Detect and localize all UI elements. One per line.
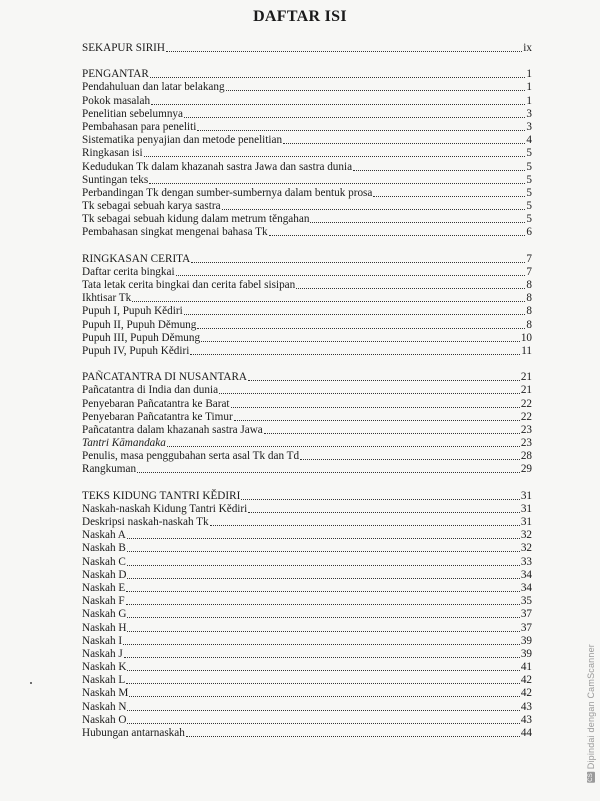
dot-leader — [296, 279, 525, 289]
toc-page-number: 29 — [520, 463, 532, 476]
toc-entry-label: Pembahasan para peneliti — [82, 120, 197, 133]
toc-page-number: 32 — [520, 529, 532, 542]
toc-page-number: 44 — [520, 727, 532, 739]
toc-page-number: 22 — [520, 397, 532, 410]
dot-leader — [167, 437, 520, 447]
toc-page-number: 5 — [526, 186, 532, 199]
toc-entry-label: Naskah H — [82, 621, 127, 634]
dot-leader — [201, 332, 520, 342]
toc-page-number: 28 — [520, 450, 532, 463]
toc-entry-label: Pañcatantra dalam khazanah sastra Jawa — [82, 423, 263, 436]
dot-leader — [226, 81, 525, 91]
toc-section-heading — [82, 68, 532, 81]
toc-page-number: 39 — [520, 634, 532, 647]
toc-page-number: 10 — [520, 331, 532, 344]
toc-entry — [82, 661, 532, 674]
toc-entry — [82, 608, 532, 621]
toc-page-number: 5 — [526, 200, 532, 213]
dot-leader — [234, 411, 520, 421]
toc-entry — [82, 556, 532, 569]
dot-leader — [190, 345, 520, 355]
dot-leader — [184, 305, 525, 315]
toc-page-number: 32 — [520, 542, 532, 555]
toc-page-number: 21 — [520, 371, 532, 384]
dot-leader — [197, 121, 525, 131]
toc-page-number: 31 — [520, 489, 532, 502]
toc-entry-label: Penelitian sebelumnya — [82, 107, 183, 120]
toc-entry-label: Daftar cerita bingkai — [82, 265, 175, 278]
toc-entry-label: Naskah D — [82, 568, 127, 581]
toc-entry-label: Tata letak cerita bingkai dan cerita fabel sisipan — [82, 279, 296, 291]
toc-page-number: 3 — [526, 120, 532, 133]
toc-entry — [82, 332, 532, 345]
toc-page-number: 43 — [520, 713, 532, 726]
toc-entry — [82, 384, 532, 397]
dot-leader — [137, 463, 520, 473]
dot-leader — [166, 42, 522, 52]
toc-entry-label: Pupuh II, Pupuh Děmung — [82, 318, 197, 331]
toc-page-number: 35 — [520, 595, 532, 608]
dot-leader — [191, 253, 525, 263]
toc-entry — [82, 727, 532, 740]
camscanner-watermark — [586, 644, 596, 786]
toc-entry-label: Naskah B — [82, 542, 126, 555]
toc-entry-label: Pokok masalah — [82, 94, 151, 107]
toc-entry — [82, 121, 532, 134]
toc-entry-label: Naskah L — [82, 674, 126, 687]
dot-leader — [264, 424, 520, 434]
toc-entry — [82, 622, 532, 635]
toc-entry-label: Tk sebagai sebuah karya sastra — [82, 200, 221, 213]
toc-page-number: 37 — [520, 621, 532, 634]
toc-entry — [82, 319, 532, 332]
dot-leader — [186, 727, 520, 737]
toc-page-number: 31 — [520, 502, 532, 515]
toc-page-number: 6 — [526, 226, 532, 239]
toc-entry — [82, 81, 532, 94]
dot-leader — [300, 450, 520, 460]
toc-entry-label: Penulis, masa penggubahan serta asal Tk dan Td — [82, 450, 300, 463]
dot-leader — [124, 648, 520, 658]
dot-leader — [127, 701, 519, 711]
toc-entry-label: Naskah J — [82, 647, 123, 660]
toc-page-number: 1 — [526, 81, 532, 94]
toc-entry-label: Hubungan antarnaskah — [82, 727, 185, 739]
toc-page-number: 8 — [526, 292, 532, 305]
dot-leader — [127, 542, 520, 552]
toc-entry — [82, 529, 532, 542]
dot-leader — [127, 714, 519, 724]
dot-leader — [127, 556, 520, 566]
toc-page-number: 11 — [521, 344, 532, 357]
toc-entry — [82, 266, 532, 279]
dot-leader — [248, 371, 520, 381]
toc-entry-label: Perbandingan Tk dengan sumber-sumbernya dalam bentuk prosa — [82, 186, 373, 199]
dot-leader — [219, 384, 520, 394]
toc-entry — [82, 174, 532, 187]
dot-leader — [269, 226, 525, 236]
dot-leader — [127, 661, 519, 671]
dot-leader — [126, 674, 520, 684]
toc-page-number: 8 — [526, 318, 532, 331]
toc-page-number: 31 — [520, 516, 532, 528]
toc-page-number: 42 — [520, 687, 532, 700]
toc-entry-label: Naskah G — [82, 608, 127, 621]
toc-page-number: 34 — [520, 568, 532, 581]
dot-leader — [127, 529, 520, 539]
dot-leader — [222, 200, 525, 210]
toc-entry — [82, 305, 532, 318]
dot-leader — [123, 635, 520, 645]
dot-leader — [353, 161, 525, 171]
dot-leader — [248, 503, 520, 513]
toc-entry — [82, 134, 532, 147]
toc-entry — [82, 213, 532, 226]
dot-leader — [126, 595, 520, 605]
toc-section-heading — [82, 42, 532, 55]
toc-entry — [82, 292, 532, 305]
toc-entry — [82, 542, 532, 555]
toc-entry-label: Naskah E — [82, 581, 126, 594]
toc-entry — [82, 161, 532, 174]
dot-leader — [151, 95, 525, 105]
toc-entry — [82, 714, 532, 727]
toc-entry — [82, 516, 532, 529]
toc-page-number: 41 — [520, 661, 532, 674]
toc-page-number: 1 — [526, 68, 532, 81]
toc-entry — [82, 279, 532, 292]
toc-page-number: 5 — [526, 213, 532, 226]
toc-page-number: 1 — [526, 94, 532, 107]
dot-leader — [241, 490, 520, 500]
toc-page-number: 5 — [526, 173, 532, 186]
toc-entry — [82, 595, 532, 608]
toc-entry-label: Naskah-naskah Kidung Tantri Kědiri — [82, 502, 248, 515]
toc-page-number: 39 — [520, 647, 532, 660]
toc-entry — [82, 687, 532, 700]
toc-page-number: 7 — [526, 265, 532, 278]
toc-entry — [82, 437, 532, 450]
toc-entry-label: Ikhtisar Tk — [82, 292, 132, 305]
dot-leader — [129, 687, 520, 697]
toc-page-number: 43 — [520, 700, 532, 713]
dot-leader — [150, 68, 525, 78]
page-title: DAFTAR ISI — [253, 8, 347, 25]
toc-entry — [82, 95, 532, 108]
toc-entry — [82, 200, 532, 213]
toc-entry-label: RINGKASAN CERITA — [82, 252, 191, 265]
toc-entry-label: Ringkasan isi — [82, 147, 143, 160]
toc-entry-label: Pendahuluan dan latar belakang — [82, 81, 225, 94]
dot-leader — [144, 147, 525, 157]
table-of-contents — [82, 42, 532, 740]
dot-leader — [127, 622, 519, 632]
toc-entry-label: Penyebaran Pañcatantra ke Barat — [82, 397, 230, 410]
toc-page-number: 4 — [526, 134, 532, 147]
toc-entry-label: Kedudukan Tk dalam khazanah sastra Jawa dan sastra dunia — [82, 160, 353, 173]
toc-entry-label: SEKAPUR SIRIH — [82, 42, 165, 54]
toc-entry — [82, 569, 532, 582]
toc-page-number: 42 — [520, 674, 532, 687]
toc-entry-label: Sistematika penyajian dan metode penelitian — [82, 134, 283, 147]
toc-page-number: 37 — [520, 608, 532, 621]
toc-entry-label: Naskah O — [82, 713, 127, 726]
toc-entry-label: Naskah N — [82, 700, 127, 713]
dot-leader — [176, 266, 525, 276]
dot-leader — [149, 174, 525, 184]
toc-entry — [82, 424, 532, 437]
toc-entry-label: Naskah A — [82, 529, 126, 542]
toc-entry-label: Tk sebagai sebuah kidung dalam metrum těngahan — [82, 213, 310, 226]
toc-entry-label: Tantri Kāmandaka — [82, 437, 166, 450]
toc-entry — [82, 411, 532, 424]
dot-leader — [127, 569, 519, 579]
toc-entry — [82, 648, 532, 661]
dot-leader — [184, 108, 525, 118]
toc-entry-label: Pañcatantra di India dan dunia — [82, 384, 219, 397]
toc-section-heading — [82, 490, 532, 503]
toc-entry — [82, 635, 532, 648]
toc-entry — [82, 582, 532, 595]
toc-entry-label: Pupuh III, Pupuh Děmung — [82, 331, 201, 344]
toc-entry-label: Penyebaran Pañcatantra ke Timur — [82, 410, 233, 423]
toc-page-number: ix — [523, 42, 532, 54]
dot-leader — [373, 187, 525, 197]
dot-leader — [231, 398, 520, 408]
dot-leader — [132, 292, 525, 302]
toc-page-number: 22 — [520, 410, 532, 423]
toc-page-number: 34 — [520, 581, 532, 594]
toc-entry — [82, 701, 532, 714]
dot-leader — [283, 134, 525, 144]
toc-entry — [82, 450, 532, 463]
toc-section-heading — [82, 253, 532, 266]
dot-leader — [126, 582, 520, 592]
toc-page-number: 7 — [526, 252, 532, 265]
toc-page-number: 33 — [520, 555, 532, 568]
toc-entry-label: Pupuh IV, Pupuh Kědiri — [82, 344, 190, 357]
toc-entry-label: Pupuh I, Pupuh Kědiri — [82, 305, 183, 318]
toc-entry — [82, 463, 532, 476]
toc-entry — [82, 345, 532, 358]
toc-entry — [82, 226, 532, 239]
toc-entry-label: PENGANTAR — [82, 68, 149, 81]
toc-entry-label: Naskah M — [82, 687, 129, 700]
toc-section-heading — [82, 371, 532, 384]
toc-entry-label: Pembahasan singkat mengenai bahasa Tk — [82, 226, 268, 239]
toc-entry — [82, 674, 532, 687]
toc-entry-label: Rangkuman — [82, 463, 137, 476]
dot-leader — [197, 319, 525, 329]
toc-entry-label: Deskripsi naskah-naskah Tk — [82, 516, 209, 528]
toc-entry-label: PAÑCATANTRA DI NUSANTARA — [82, 371, 247, 384]
dot-leader — [310, 213, 525, 223]
toc-entry-label: Naskah I — [82, 634, 123, 647]
toc-entry — [82, 503, 532, 516]
toc-page-number: 23 — [520, 437, 532, 450]
scan-speck — [30, 682, 32, 684]
dot-leader — [127, 608, 519, 618]
toc-entry-label: TEKS KIDUNG TANTRI KĚDIRI — [82, 489, 241, 502]
toc-entry-label: Suntingan teks — [82, 173, 149, 186]
toc-entry — [82, 147, 532, 160]
toc-entry-label: Naskah C — [82, 555, 126, 568]
dot-leader — [210, 516, 520, 526]
camscanner-text: Dipindai dengan CamScanner — [586, 644, 596, 770]
toc-page-number: 5 — [526, 147, 532, 160]
toc-page-number: 5 — [526, 160, 532, 173]
toc-entry-label: Naskah K — [82, 661, 127, 674]
toc-page-number: 23 — [520, 423, 532, 436]
toc-page-number: 8 — [526, 279, 532, 291]
toc-entry — [82, 187, 532, 200]
toc-page-number: 3 — [526, 107, 532, 120]
toc-entry — [82, 108, 532, 121]
toc-page-number: 21 — [520, 384, 532, 397]
toc-entry-label: Naskah F — [82, 595, 125, 608]
toc-page-number: 8 — [526, 305, 532, 318]
toc-entry — [82, 398, 532, 411]
camscanner-badge: CS — [588, 773, 594, 782]
